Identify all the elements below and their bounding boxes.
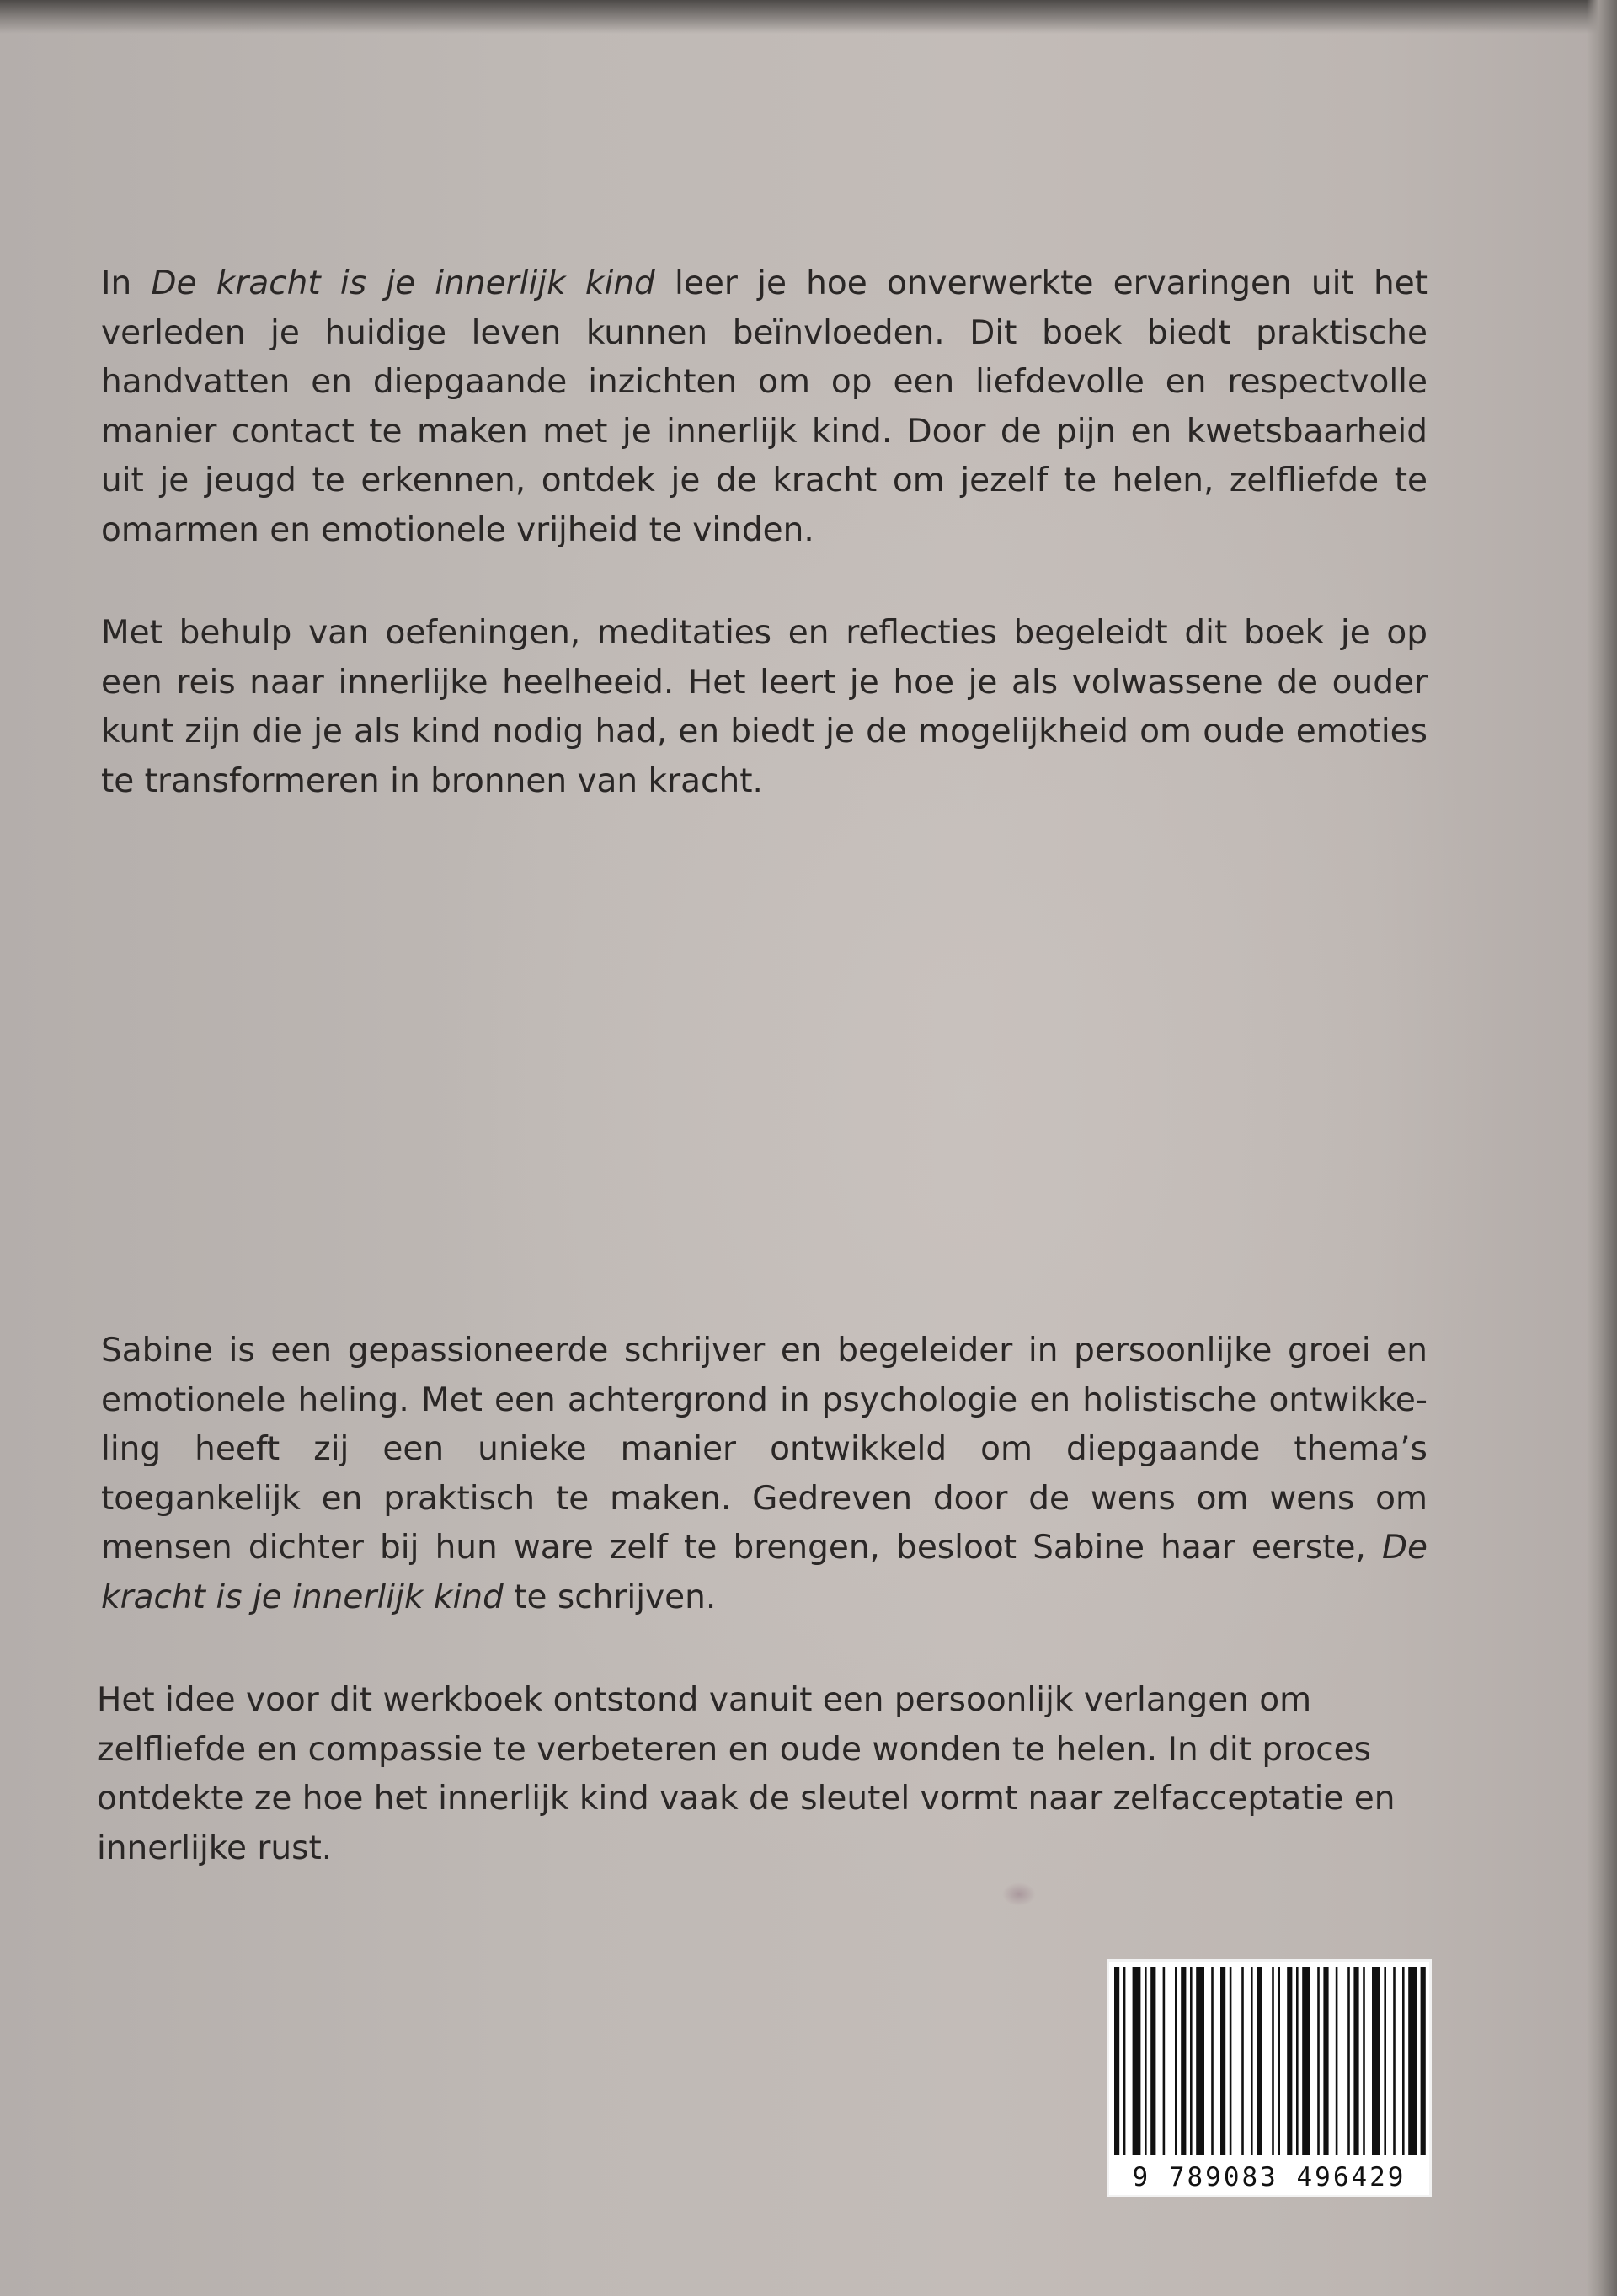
barcode-bar <box>1251 1967 1253 2155</box>
book-title-italic-bio: De kracht is je innerlijk kind <box>101 1529 1428 1616</box>
barcode-bar <box>1348 1967 1350 2155</box>
workbook-origin-paragraph: Het idee voor dit werkboek ontstond vanuit een persoonlijk verlangen om zelfliefde en compassie te verbeteren en oude wonden te helen. In dit proces ontdekte ze hoe het innerlijk kind vaak de sleutel vormt naar zelfacceptatie en innerlijke rust. <box>97 1681 1396 1867</box>
barcode-bar <box>1353 1967 1358 2155</box>
barcode-bars <box>1109 1962 1429 2164</box>
barcode-bar <box>1241 1967 1244 2155</box>
author-bio-text: Sabine is een gepassioneerde schrijver en begeleider in persoonlijke groei en emotionele heling. Met een achtergrond in psychologie en holistische ontwikkeling heeft zij een unieke manier ontwikkeld om diepgaande thema’s toegankelijk en praktisch te maken. Gedreven door de wens om wens om mensen dichter bij hun ware zelf te brengen, besloot Sabine haar eerste, <box>101 1332 1428 1567</box>
barcode-bar <box>1163 1967 1166 2155</box>
cover-smudge-mark <box>1002 1882 1036 1906</box>
barcode-bar <box>1181 1967 1186 2155</box>
barcode-bar <box>1272 1967 1274 2155</box>
description-paragraph-2: Met behulp van oefeningen, meditaties en reflecties begeleidt dit boek je op een reis naar innerlijke heelheeid. Het leert je hoe je als volwassene de ouder kunt zijn die je als kind nodig had, en biedt je de mogelijkheid om oude emoties te transformeren in bronnen van kracht. <box>101 614 1428 800</box>
barcode-bar <box>1393 1967 1396 2155</box>
barcode-bar <box>1230 1967 1232 2155</box>
barcode-bar <box>1278 1967 1280 2155</box>
barcode-bar <box>1287 1967 1292 2155</box>
isbn-barcode <box>1107 1959 1432 2197</box>
barcode-bar <box>1402 1967 1405 2155</box>
barcode-bar <box>1384 1967 1386 2155</box>
barcode-bar <box>1257 1967 1262 2155</box>
isbn-digits: 9 789083 496429 <box>1132 2162 1406 2192</box>
barcode-bar <box>1190 1967 1193 2155</box>
barcode-bar <box>1123 1967 1126 2155</box>
description-paragraph-1 <box>101 259 1428 555</box>
barcode-bar <box>1133 1967 1141 2155</box>
barcode-bar <box>1220 1967 1225 2155</box>
barcode-bar <box>1150 1967 1155 2155</box>
cover-right-edge <box>1587 0 1617 2296</box>
author-bio-tail: te schrijven. <box>503 1578 717 1616</box>
barcode-bar <box>1317 1967 1320 2155</box>
barcode-bar <box>1175 1967 1177 2155</box>
barcode-bar <box>1302 1967 1310 2155</box>
barcode-bar <box>1372 1967 1380 2155</box>
paragraph-1-lead: In <box>101 264 152 302</box>
barcode-bar <box>1363 1967 1365 2155</box>
barcode-bar <box>1421 1967 1426 2155</box>
barcode-bar <box>1323 1967 1328 2155</box>
paragraph-1-text: leer je hoe onverwerkte ervaringen uit het verleden je huidige leven kunnen beïnvloeden. Dit boek biedt praktische handvatten en diepgaande inzichten om op een liefdevolle en respectvolle manier contact te maken met je innerlijk kind. Door de pijn en kwetsbaarheid uit je jeugd te erkennen, ontdek je de kracht om jezelf te helen, zelfliefde te omarmen en emotionele vrijheid te vinden. <box>101 264 1428 549</box>
barcode-bar <box>1114 1967 1119 2155</box>
barcode-bar <box>1145 1967 1147 2155</box>
barcode-bar <box>1196 1967 1204 2155</box>
barcode-bar <box>1211 1967 1214 2155</box>
barcode-bar <box>1296 1967 1299 2155</box>
barcode-bar <box>1336 1967 1338 2155</box>
barcode-bar <box>1408 1967 1417 2155</box>
book-title-italic: De kracht is je innerlijk kind <box>151 264 655 302</box>
author-bio-paragraph <box>101 1327 1428 1622</box>
background-top-edge <box>0 0 1617 34</box>
